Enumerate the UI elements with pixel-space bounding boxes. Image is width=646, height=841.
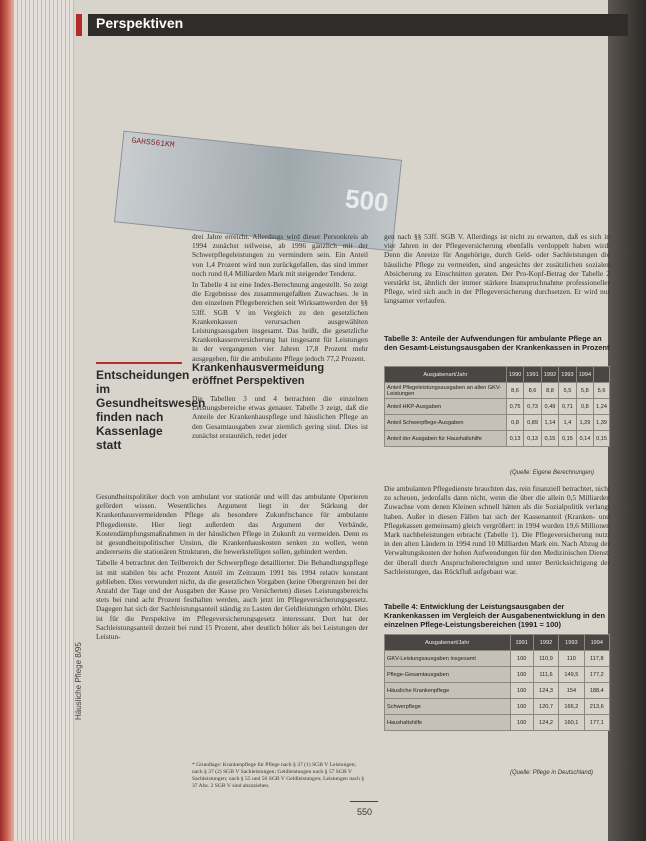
table3 (384, 366, 610, 447)
table-row (385, 667, 610, 683)
row-label: Anteil Schwerpflege-Ausgaben (385, 415, 507, 431)
table-header: 1991 (510, 635, 533, 651)
table-cell: 111,6 (533, 667, 558, 683)
table-header-row (385, 367, 610, 383)
table-row (385, 715, 610, 731)
row-label: Haushaltshilfe (385, 715, 511, 731)
table-header: 1993 (559, 367, 576, 383)
table-cell: 0,73 (524, 399, 541, 415)
section-heading: Krankenhausvermeidung eröffnet Perspektiven (192, 362, 325, 387)
table-cell: 0,8 (576, 399, 593, 415)
table-cell: 100 (510, 715, 533, 731)
row-label: Anteil der Ausgaben für Haushaltshilfe (385, 431, 507, 447)
section-intro (192, 394, 368, 442)
table-row (385, 699, 610, 715)
banknote-denomination: 500 (343, 183, 391, 218)
table-cell: 110 (559, 651, 584, 667)
table-cell: 0,14 (576, 431, 593, 447)
table-header-row (385, 635, 610, 651)
table-cell: 117,8 (584, 651, 609, 667)
table-cell: 0,89 (524, 415, 541, 431)
table-cell: 0,75 (506, 399, 523, 415)
table-cell: 1,39 (594, 415, 610, 431)
table-cell: 0,15 (559, 431, 576, 447)
table-header (594, 367, 610, 383)
table-cell: 188,4 (584, 683, 609, 699)
table-cell: 5,5 (559, 383, 576, 399)
table-header: 1991 (524, 367, 541, 383)
table3-source: (Quelle: Eigene Berechnungen) (510, 470, 595, 476)
right-column-mid (384, 484, 610, 578)
table-header: 1990 (506, 367, 523, 383)
table-row (385, 683, 610, 699)
table-cell: 0,13 (506, 431, 523, 447)
table-cell: 0,13 (524, 431, 541, 447)
paragraph: In Tabelle 4 ist eine Index-Berechnung angestellt. So zeigt die Ergebnisse des zusammengefaßten Zuwachses. Je in den einzelnen Pflegebereichen seit Wirksamwerden der §§ 53ff. SGB V im Vergleich zu den gesetzlichen Krankenkassen verursachen ausgewählten Leistungsausgaben insgesamt. Das heißt, die gesetzliche Krankenkassenversicherung hat insgesamt für Leistungen in der vergangenen vier Jahren 17,8 Prozent mehr ausgegeben, für die ambulante Pflege jedoch 77,2 Prozent. (192, 280, 368, 363)
table-cell: 177,1 (584, 715, 609, 731)
table-header: 1993 (559, 635, 584, 651)
table-cell: 177,2 (584, 667, 609, 683)
table-cell: 8,8 (541, 383, 558, 399)
table-cell: 1,29 (576, 415, 593, 431)
table-cell: 120,7 (533, 699, 558, 715)
page-number-rule (350, 801, 378, 802)
table4 (384, 634, 610, 731)
table-cell: 149,5 (559, 667, 584, 683)
paragraph: Gesundheitspolitiker doch von ambulant vor stationär und will das ambulante Operieren gefördert wissen. Wesentliches Argument liegt in der Stärkung der Krankenhausvermeidenden Pflege als besondere Zukunftschance für ambulante Pflegedienste. Hier liegt außerdem das Argument der Verbände, Kostendämpfungsmaßnahmen in der häuslichen Pflege in Zukunft zu vermeiden. Denn es ist gesundheitspolitischer Unsinn, die Krankenhauskosten senken zu wollen, wenn andererseits die stationären Strukturen, die bewerkstelligen sollen, gehindert werden. (96, 492, 368, 557)
row-label: Häusliche Krankenpflege (385, 683, 511, 699)
left-column-bottom (96, 492, 368, 643)
table-header: 1994 (584, 635, 609, 651)
table-row (385, 415, 610, 431)
table-header: 1994 (576, 367, 593, 383)
table-cell: 8,6 (506, 383, 523, 399)
page-number: 550 (357, 807, 373, 817)
table-row (385, 431, 610, 447)
table-cell: 1,14 (541, 415, 558, 431)
row-label: Anteil HKP-Ausgaben (385, 399, 507, 415)
table-cell: 0,15 (541, 431, 558, 447)
table4-caption: Tabelle 4: Entwicklung der Leistungsausgaben der Krankenkassen im Vergleich der Ausgabenentwicklung in den einzelnen Pflege-Leistungsbereichen (1991 = 100) (384, 602, 606, 629)
table-cell: 0,15 (594, 431, 610, 447)
page-edges (14, 0, 74, 841)
paragraph: gen nach §§ 53ff. SGB V. Allerdings ist nicht zu erwarten, daß es sich in vier Jahren in der Pflegeversicherung ebenfalls verdoppelt haben wird. Denn die Anreize für Angehörige, durch Geld- oder Sachleistungen die häusliche Pflege zu vermeiden, sind angesichts der zusätzlichen sozialen Absicherung zu Einschnitten geraten. Der Pro-Kopf-Betrag der Tabelle 2 verstärkt ist, ähnlich der immer stärkere Inanspruchnahme professioneller Pflege, wird sich auch in der Pflegeversicherung durchsetzen. Er wird nur langsamer verlaufen. (384, 232, 610, 306)
row-label: GKV-Leistungsausgaben insgesamt (385, 651, 511, 667)
table-cell: 213,6 (584, 699, 609, 715)
table4-source: (Quelle: Pflege in Deutschland) (510, 770, 594, 776)
table-row (385, 651, 610, 667)
header-accent (76, 14, 82, 36)
table-row (385, 383, 610, 399)
table-cell: 160,1 (559, 715, 584, 731)
paragraph: Die ambulanten Pflegedienste brauchten das, rein finanziell betrachtet, nicht zu scheuen, jedenfalls dann nicht, wenn die über die allein 0,5 Milliarden Zuwachse vom denen Kleinen schnell hätten als die Sozialpolitik verlangt haben. Außer in diesen Fällen hat sich der Kassenanteil (Kranken- und Pflegekassen gemeinsam) gleich vergrößert: in 1994 wurden 19,6 Millionen Mark nachbeleistungen erbracht (Tabelle 1). Die Pflegeversicherung nutzt in den alten Ländern in 1994 rund 10 Milliarden Mark ein. Nach Abzug der Verwaltungskosten der hohen Aufwendungen für den Medizinischen Dienst, der überall durch Anspruchsberechtigten und unter Berücksichtigung der Sachleistungen, das Rückfluß aufgebaut war. (384, 484, 610, 576)
table-cell: 124,2 (533, 715, 558, 731)
table-cell: 100 (510, 683, 533, 699)
side-heading-rule (96, 362, 182, 364)
paragraph: Tabelle 4 betrachtet den Teilbereich der Schwerpflege detaillierter. Die Behandlungspflege ist mit stabilen bis acht Prozent Anteil im Zeitraum 1991 bis 1994 relativ konstant geblieben. Dies verwundert nicht, da die gesetzlichen Vorgaben (keine Obergrenzen bei der Anzahl der Tage und der Ausgaben der Kasse pro Versicherten) dieses Leistungsbereichs stets bei rund acht Prozent festhalten werden, auch jetzt im Pflegeversicherungsgesetz. Dagegen hat sich der Sachleistungsanteil ständig zu Lasten der Geldleistungen erhöht. Dies ist für die Perspektive im Pflegeversicherungsgesetz interessant. Dort hat der Sachleistungsanteil derzeit bei rund 15 Prozent, aber deutlich höher als bei Leistungen der Leistun- (96, 558, 368, 642)
row-label: Pflege-Gesamtausgaben (385, 667, 511, 683)
row-label: Schwerpflege (385, 699, 511, 715)
row-label: Anteil Pflegeleistungsausgaben an allen GKV-Leistungen (385, 383, 507, 399)
table3-caption: Tabelle 3: Anteile der Aufwendungen für ambulante Pflege an den Gesamt-Leistungsausgaben der Krankenkassen in Prozent (384, 334, 610, 352)
table-cell: 0,71 (559, 399, 576, 415)
table-cell: 154 (559, 683, 584, 699)
table-cell: 1,4 (559, 415, 576, 431)
table-cell: 100 (510, 699, 533, 715)
paragraph: Die Tabellen 3 und 4 betrachten die einzelnen Leistungsbereiche etwas genauer. Tabelle 3 zeigt, daß die Anteile der Krankenhauspflege und häuslichen Pflege an den Gesamtausgaben zwar ziemlich gering sind. Dies ist zunächst erstaunlich, redet jeder (192, 394, 368, 440)
page-shadow (608, 0, 646, 841)
table-cell: 124,3 (533, 683, 558, 699)
table-cell: 110,9 (533, 651, 558, 667)
table-cell: 8,6 (524, 383, 541, 399)
table-header: 1992 (541, 367, 558, 383)
table-cell: 0,49 (541, 399, 558, 415)
table-header: Ausgabenart/Jahr (385, 367, 507, 383)
section-title: Perspektiven (96, 15, 184, 31)
footnote: * Grundlage: Krankenpflege für Pflege nach § 37 (1) SGB V Leistungen; nach § 37 (2) SGB V Sachleistungen; Geldleistungen nach § 57 SGB V Sachleistungen; nach § 55 und 56 SGB V Geldleistungen; Leistungen nach § 37 Abs. 2 SGB V sind abzuziehen. (192, 762, 365, 789)
table-cell: 100 (510, 651, 533, 667)
table-cell: 100 (510, 667, 533, 683)
table-cell: 0,8 (506, 415, 523, 431)
table-cell: 1,24 (594, 399, 610, 415)
table-header: Ausgabenart/Jahr (385, 635, 511, 651)
table-cell: 166,2 (559, 699, 584, 715)
table-header: 1992 (533, 635, 558, 651)
left-column-top (192, 232, 368, 365)
journal-reference: Häusliche Pflege 8/95 (74, 642, 83, 720)
banknote-serial: GAHS561KM (131, 136, 175, 150)
paragraph: drei Jahre erreicht. Allerdings wird dieser Personkreis ab 1994 zunächst teilweise, ab 1996 gänzlich mit der Schwerpflegeleistungen zu vermindern sein. Ein Anteil von 1,4 Prozent wird nun zurückgefallen, das sind immer noch rund 0,4 Milliarden Mark mit steigender Tendenz. (192, 232, 368, 278)
table-cell: 5,8 (576, 383, 593, 399)
right-column-top (384, 232, 610, 308)
table-row (385, 399, 610, 415)
side-heading: Entscheidungen im Gesundheitswesen finden nach Kassenlage statt (96, 368, 206, 452)
table-cell: 5,6 (594, 383, 610, 399)
